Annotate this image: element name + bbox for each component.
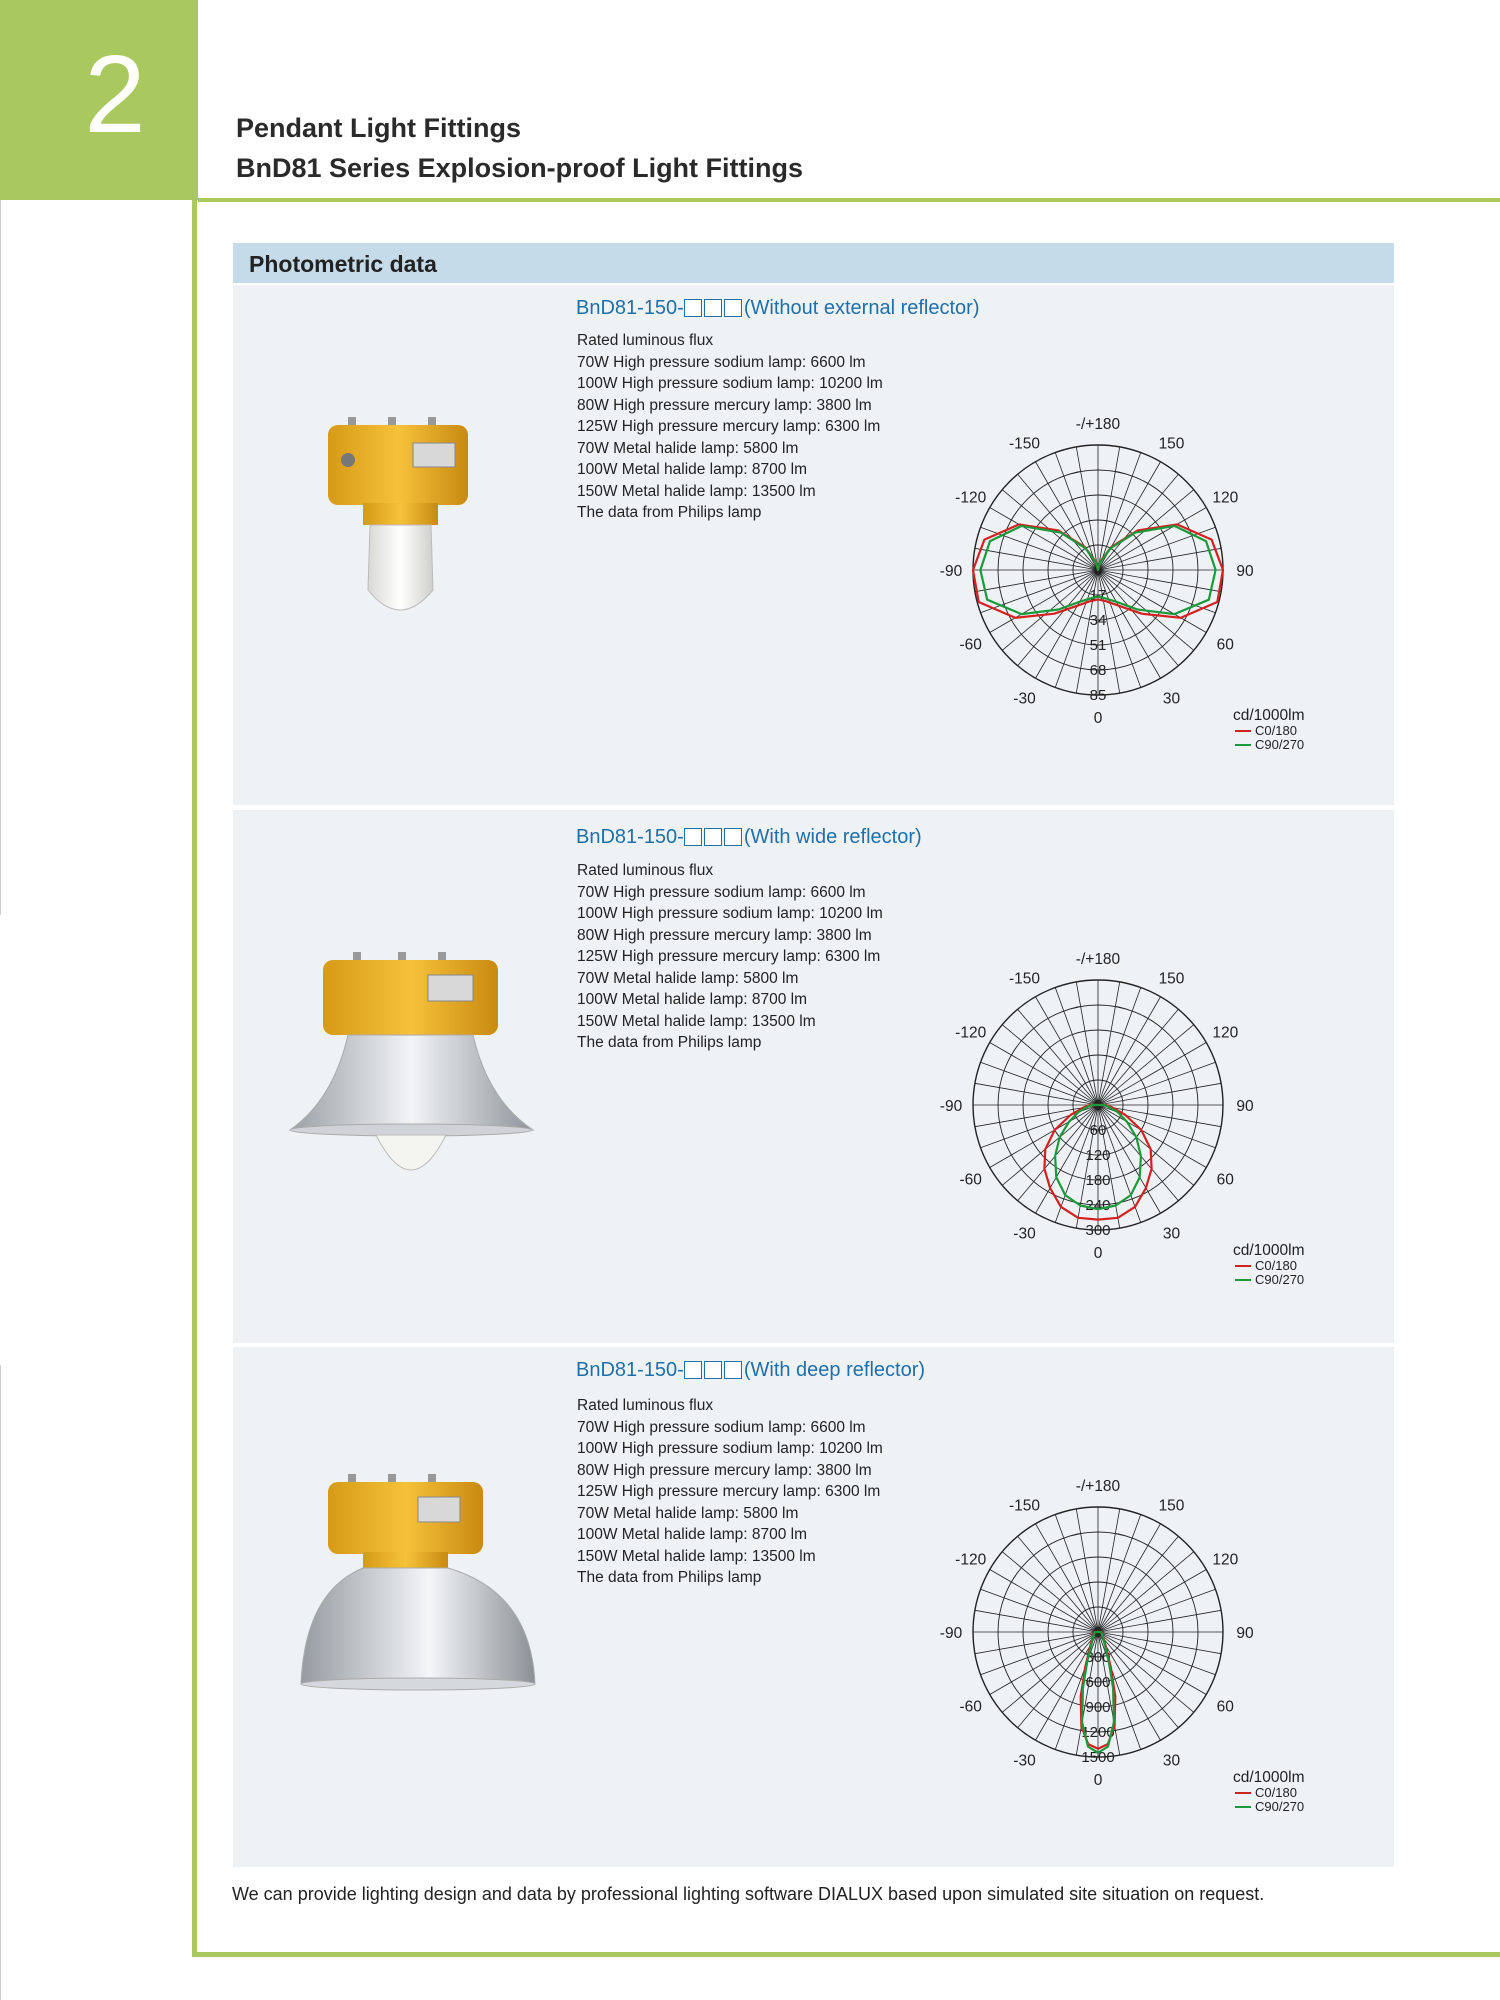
placeholder-box bbox=[684, 828, 702, 846]
legend-entry: C90/270 bbox=[1255, 737, 1305, 752]
model-suffix: (Without external reflector) bbox=[743, 297, 980, 319]
footer-note: We can provide lighting design and data by professional lighting software DIALUX based upon simulated site situation on request. bbox=[232, 1884, 1265, 1904]
pendant-lamp-deep-reflector-icon bbox=[293, 1472, 543, 1697]
radial-label: 900 bbox=[1085, 1699, 1111, 1716]
product-panel-2 bbox=[233, 810, 1394, 1343]
radial-label: 0 bbox=[1093, 1624, 1103, 1641]
spec-line: 100W High pressure sodium lamp: 10200 lm bbox=[577, 375, 883, 392]
model-prefix: BnD81-150- bbox=[576, 1359, 684, 1381]
legend-unit: cd/1000lm bbox=[1233, 707, 1305, 724]
spec-line: 80W High pressure mercury lamp: 3800 lm bbox=[577, 926, 872, 944]
spec-list-1 bbox=[577, 330, 883, 524]
angle-label: 150 bbox=[1158, 970, 1185, 988]
polar-chart-2 bbox=[933, 951, 1333, 1330]
spec-line: 150W Metal halide lamp: 13500 lm bbox=[577, 1547, 816, 1565]
angle-label: -120 bbox=[955, 1024, 987, 1042]
radial-label: 180 bbox=[1085, 1172, 1111, 1189]
spec-line: 150W Metal halide lamp: 13500 lm bbox=[577, 1012, 816, 1030]
section-number: 2 bbox=[84, 33, 146, 156]
spec-line: 125W High pressure mercury lamp: 6300 lm bbox=[577, 1483, 881, 1500]
radial-label: 120 bbox=[1085, 1147, 1111, 1164]
spec-line: 100W Metal halide lamp: 8700 lm bbox=[577, 461, 808, 478]
angle-label: -90 bbox=[939, 1098, 963, 1115]
angle-label: -120 bbox=[955, 489, 987, 507]
angle-label: -120 bbox=[955, 1551, 987, 1569]
spec-line: 70W Metal halide lamp: 5800 lm bbox=[577, 969, 799, 987]
radial-label: 240 bbox=[1085, 1197, 1111, 1214]
radial-label: 85 bbox=[1089, 687, 1107, 704]
radial-label: 0 bbox=[1093, 562, 1103, 579]
spec-line: 70W High pressure sodium lamp: 6600 lm bbox=[577, 353, 866, 371]
green-vertical-rule bbox=[192, 200, 197, 1957]
radial-label: 1500 bbox=[1081, 1749, 1115, 1766]
angle-label: 90 bbox=[1236, 1625, 1254, 1642]
product-panel-3 bbox=[233, 1347, 1394, 1867]
angle-label: 90 bbox=[1236, 1098, 1254, 1115]
green-top-rule bbox=[198, 198, 1500, 202]
radial-label: 68 bbox=[1089, 662, 1107, 679]
angle-label: 60 bbox=[1216, 1171, 1234, 1189]
spec-line: 125W High pressure mercury lamp: 6300 lm bbox=[577, 948, 881, 965]
radial-label: 34 bbox=[1089, 612, 1107, 629]
angle-label: 60 bbox=[1216, 1698, 1234, 1716]
spec-line: 70W Metal halide lamp: 5800 lm bbox=[577, 439, 799, 457]
placeholder-box bbox=[684, 1361, 702, 1379]
angle-label: -60 bbox=[959, 636, 982, 654]
spec-line: Rated luminous flux bbox=[577, 332, 714, 349]
radial-label: 600 bbox=[1085, 1674, 1111, 1691]
angle-label: 120 bbox=[1212, 1024, 1239, 1042]
angle-label: 90 bbox=[1236, 563, 1254, 580]
pendant-lamp-wide-reflector-icon bbox=[288, 950, 538, 1195]
product-panel-1 bbox=[233, 285, 1394, 805]
angle-label: 150 bbox=[1158, 1497, 1185, 1515]
legend-entry: C0/180 bbox=[1255, 1785, 1297, 1800]
angle-label: -/+180 bbox=[1075, 951, 1121, 968]
spec-list-3 bbox=[577, 1395, 883, 1589]
angle-label: -150 bbox=[1008, 970, 1041, 988]
angle-label: -30 bbox=[1013, 1752, 1036, 1770]
spec-line: The data from Philips lamp bbox=[577, 1569, 762, 1586]
model-suffix: (With deep reflector) bbox=[743, 1359, 926, 1381]
section-header-label: Photometric data bbox=[249, 251, 437, 277]
placeholder-box bbox=[724, 1361, 742, 1379]
radial-label: 0 bbox=[1093, 1097, 1103, 1114]
angle-label: 30 bbox=[1162, 1752, 1181, 1770]
section-header bbox=[233, 243, 1394, 283]
angle-label: -30 bbox=[1013, 1225, 1036, 1243]
spec-line: 70W High pressure sodium lamp: 6600 lm bbox=[577, 1418, 866, 1436]
spec-list-2 bbox=[577, 860, 883, 1054]
legend-unit: cd/1000lm bbox=[1233, 1769, 1305, 1786]
angle-label: 120 bbox=[1212, 1551, 1239, 1569]
angle-label: -90 bbox=[939, 1625, 963, 1642]
spec-line: 100W Metal halide lamp: 8700 lm bbox=[577, 991, 808, 1008]
page-title: Pendant Light Fittings bbox=[236, 113, 521, 143]
radial-label: 51 bbox=[1089, 637, 1107, 654]
legend-entry: C90/270 bbox=[1255, 1799, 1305, 1814]
angle-label: -/+180 bbox=[1075, 416, 1121, 433]
radial-label: 300 bbox=[1085, 1222, 1111, 1239]
model-prefix: BnD81-150- bbox=[576, 826, 684, 848]
placeholder-box bbox=[724, 828, 742, 846]
angle-label: 30 bbox=[1162, 690, 1181, 708]
spec-line: 100W Metal halide lamp: 8700 lm bbox=[577, 1526, 808, 1543]
spec-line: Rated luminous flux bbox=[577, 862, 714, 879]
model-suffix: (With wide reflector) bbox=[743, 826, 922, 848]
angle-label: -60 bbox=[959, 1171, 982, 1189]
spec-line: 80W High pressure mercury lamp: 3800 lm bbox=[577, 1461, 872, 1479]
placeholder-box bbox=[704, 299, 722, 317]
angle-label: 0 bbox=[1093, 1772, 1103, 1789]
radial-label: 1200 bbox=[1081, 1724, 1115, 1741]
legend-entry: C90/270 bbox=[1255, 1272, 1305, 1287]
model-prefix: BnD81-150- bbox=[576, 297, 684, 319]
angle-label: 0 bbox=[1093, 1245, 1103, 1262]
spec-line: 100W High pressure sodium lamp: 10200 lm bbox=[577, 1440, 883, 1457]
product-title-1 bbox=[576, 297, 979, 320]
placeholder-box bbox=[684, 299, 702, 317]
radial-label: 60 bbox=[1089, 1122, 1107, 1139]
angle-label: -150 bbox=[1008, 435, 1041, 453]
radial-label: 300 bbox=[1085, 1649, 1111, 1666]
spec-line: Rated luminous flux bbox=[577, 1397, 714, 1414]
angle-label: 150 bbox=[1158, 435, 1185, 453]
pendant-lamp-no-reflector-icon bbox=[318, 415, 493, 625]
spec-line: 100W High pressure sodium lamp: 10200 lm bbox=[577, 905, 883, 922]
angle-label: -30 bbox=[1013, 690, 1036, 708]
polar-chart-3 bbox=[933, 1478, 1333, 1857]
legend-unit: cd/1000lm bbox=[1233, 1242, 1305, 1259]
spec-line: 70W Metal halide lamp: 5800 lm bbox=[577, 1504, 799, 1522]
angle-label: 120 bbox=[1212, 489, 1239, 507]
legend-entry: C0/180 bbox=[1255, 1258, 1297, 1273]
angle-label: -/+180 bbox=[1075, 1478, 1121, 1495]
radial-label: 17 bbox=[1089, 587, 1107, 604]
spec-line: 70W High pressure sodium lamp: 6600 lm bbox=[577, 883, 866, 901]
placeholder-box bbox=[704, 828, 722, 846]
angle-label: -60 bbox=[959, 1698, 982, 1716]
polar-chart-1 bbox=[933, 416, 1333, 795]
angle-label: -90 bbox=[939, 563, 963, 580]
placeholder-box bbox=[724, 299, 742, 317]
angle-label: 0 bbox=[1093, 710, 1103, 727]
product-title-3 bbox=[576, 1359, 925, 1382]
page-subtitle: BnD81 Series Explosion-proof Light Fittings bbox=[236, 153, 804, 183]
page-edge-left-lower bbox=[0, 1365, 1, 2000]
angle-label: -150 bbox=[1008, 1497, 1041, 1515]
angle-label: 30 bbox=[1162, 1225, 1181, 1243]
spec-line: The data from Philips lamp bbox=[577, 504, 762, 521]
spec-line: 125W High pressure mercury lamp: 6300 lm bbox=[577, 418, 881, 435]
spec-line: The data from Philips lamp bbox=[577, 1034, 762, 1051]
angle-label: 60 bbox=[1216, 636, 1234, 654]
product-title-2 bbox=[576, 826, 922, 849]
legend-entry: C0/180 bbox=[1255, 723, 1297, 738]
placeholder-box bbox=[704, 1361, 722, 1379]
spec-line: 80W High pressure mercury lamp: 3800 lm bbox=[577, 396, 872, 414]
spec-line: 150W Metal halide lamp: 13500 lm bbox=[577, 482, 816, 500]
green-bottom-rule bbox=[192, 1952, 1500, 1957]
